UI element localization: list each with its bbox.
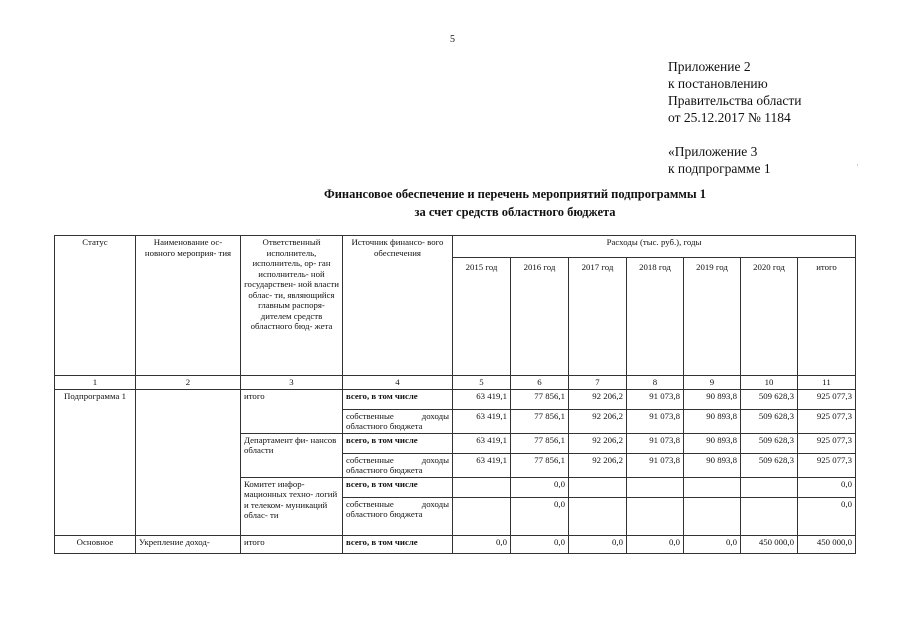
header-year: 2019 год	[684, 258, 741, 376]
value-cell	[627, 497, 684, 535]
source-own: собственные доходы областного бюджета	[343, 453, 453, 477]
title-line-1: Финансовое обеспечение и перечень мероприятий подпрограммы 1	[323, 187, 707, 201]
column-number: 5	[453, 376, 511, 390]
value-cell: 90 893,8	[684, 453, 741, 477]
value-cell: 77 856,1	[511, 389, 569, 409]
value-cell	[453, 497, 511, 535]
value-cell: 91 073,8	[627, 409, 684, 433]
value-cell: 925 077,3	[798, 453, 856, 477]
source-own: собственные доходы областного бюджета	[343, 497, 453, 535]
value-cell	[741, 477, 798, 497]
header-executor: Ответственный исполнитель, исполнитель, ор- ган исполнитель- ной государствен- ной власти облас- ти, являющийся главным распоря- дителем средств областного бюд- жета	[241, 236, 343, 376]
header-year: 2017 год	[569, 258, 627, 376]
column-number: 8	[627, 376, 684, 390]
value-cell: 91 073,8	[627, 389, 684, 409]
value-cell: 509 628,3	[741, 433, 798, 453]
value-cell: 0,0	[511, 497, 569, 535]
value-cell: 450 000,0	[798, 535, 856, 553]
value-cell: 0,0	[627, 535, 684, 553]
appendix-line: к постановлению	[668, 76, 768, 91]
value-cell: 0,0	[453, 535, 511, 553]
header-status: Статус	[55, 236, 136, 376]
value-cell: 63 419,1	[453, 433, 511, 453]
value-cell: 77 856,1	[511, 433, 569, 453]
table-row	[55, 535, 856, 553]
source-total: всего, в том числе	[343, 389, 453, 409]
value-cell: 925 077,3	[798, 433, 856, 453]
status-main: Основное	[55, 535, 136, 553]
value-cell	[453, 477, 511, 497]
executor-committee: Комитет инфор- мационных техно- логий и телеком- муникаций облас- ти	[241, 477, 343, 535]
value-cell	[627, 477, 684, 497]
value-cell: 0,0	[798, 497, 856, 535]
header-total: итого	[798, 258, 856, 376]
value-cell: 925 077,3	[798, 409, 856, 433]
value-cell: 92 206,2	[569, 453, 627, 477]
sub-appendix-line: «Приложение 3	[668, 144, 758, 159]
appendix-line: Приложение 2	[668, 59, 751, 74]
value-cell: 509 628,3	[741, 389, 798, 409]
name-empty	[136, 389, 241, 535]
value-cell: 91 073,8	[627, 453, 684, 477]
header-source: Источник финансо- вого обеспечения	[343, 236, 453, 376]
document-title	[0, 185, 905, 221]
executor-dept-finance: Департамент фи- нансов области	[241, 433, 343, 477]
value-cell: 0,0	[684, 535, 741, 553]
header-expenses: Расходы (тыс. руб.), годы	[453, 236, 856, 258]
sub-appendix-line: к подпрограмме 1	[668, 161, 771, 176]
value-cell: 92 206,2	[569, 433, 627, 453]
value-cell: 450 000,0	[741, 535, 798, 553]
value-cell: 925 077,3	[798, 389, 856, 409]
column-number: 6	[511, 376, 569, 390]
name-main: Укрепление доход-	[136, 535, 241, 553]
value-cell: 63 419,1	[453, 453, 511, 477]
value-cell: 91 073,8	[627, 433, 684, 453]
header-year: 2020 год	[741, 258, 798, 376]
column-number: 9	[684, 376, 741, 390]
column-number: 10	[741, 376, 798, 390]
column-number: 3	[241, 376, 343, 390]
header-name: Наименование ос- новного мероприя- тия	[136, 236, 241, 376]
header-year: 2016 год	[511, 258, 569, 376]
title-line-2: за счет средств областного бюджета	[414, 205, 616, 219]
value-cell: 0,0	[511, 477, 569, 497]
appendix-line: от 25.12.2017 № 1184	[668, 110, 791, 125]
column-number: 1	[55, 376, 136, 390]
value-cell	[569, 477, 627, 497]
column-number: 4	[343, 376, 453, 390]
value-cell: 0,0	[798, 477, 856, 497]
source-total: всего, в том числе	[343, 477, 453, 497]
value-cell: 509 628,3	[741, 409, 798, 433]
value-cell: 90 893,8	[684, 433, 741, 453]
column-number: 11	[798, 376, 856, 390]
value-cell	[569, 497, 627, 535]
financial-table	[54, 235, 856, 554]
scan-mark: ·	[856, 160, 859, 170]
value-cell: 77 856,1	[511, 409, 569, 433]
value-cell: 0,0	[511, 535, 569, 553]
page-number: 5	[450, 34, 455, 45]
value-cell	[741, 497, 798, 535]
status-subprogram: Подпрограмма 1	[55, 389, 136, 535]
value-cell: 92 206,2	[569, 389, 627, 409]
value-cell: 509 628,3	[741, 453, 798, 477]
header-year: 2015 год	[453, 258, 511, 376]
value-cell: 63 419,1	[453, 409, 511, 433]
appendix-line: Правительства области	[668, 93, 802, 108]
value-cell: 0,0	[569, 535, 627, 553]
appendix-block	[668, 58, 801, 126]
column-number: 7	[569, 376, 627, 390]
executor-itogo: итого	[241, 535, 343, 553]
executor-itogo: итого	[241, 389, 343, 433]
sub-appendix-block	[668, 143, 771, 177]
source-total: всего, в том числе	[343, 535, 453, 553]
table-row	[55, 389, 856, 409]
value-cell: 90 893,8	[684, 409, 741, 433]
value-cell: 77 856,1	[511, 453, 569, 477]
value-cell	[684, 497, 741, 535]
value-cell	[684, 477, 741, 497]
value-cell: 63 419,1	[453, 389, 511, 409]
column-number: 2	[136, 376, 241, 390]
header-year: 2018 год	[627, 258, 684, 376]
value-cell: 90 893,8	[684, 389, 741, 409]
value-cell: 92 206,2	[569, 409, 627, 433]
source-own: собственные доходы областного бюджета	[343, 409, 453, 433]
source-total: всего, в том числе	[343, 433, 453, 453]
